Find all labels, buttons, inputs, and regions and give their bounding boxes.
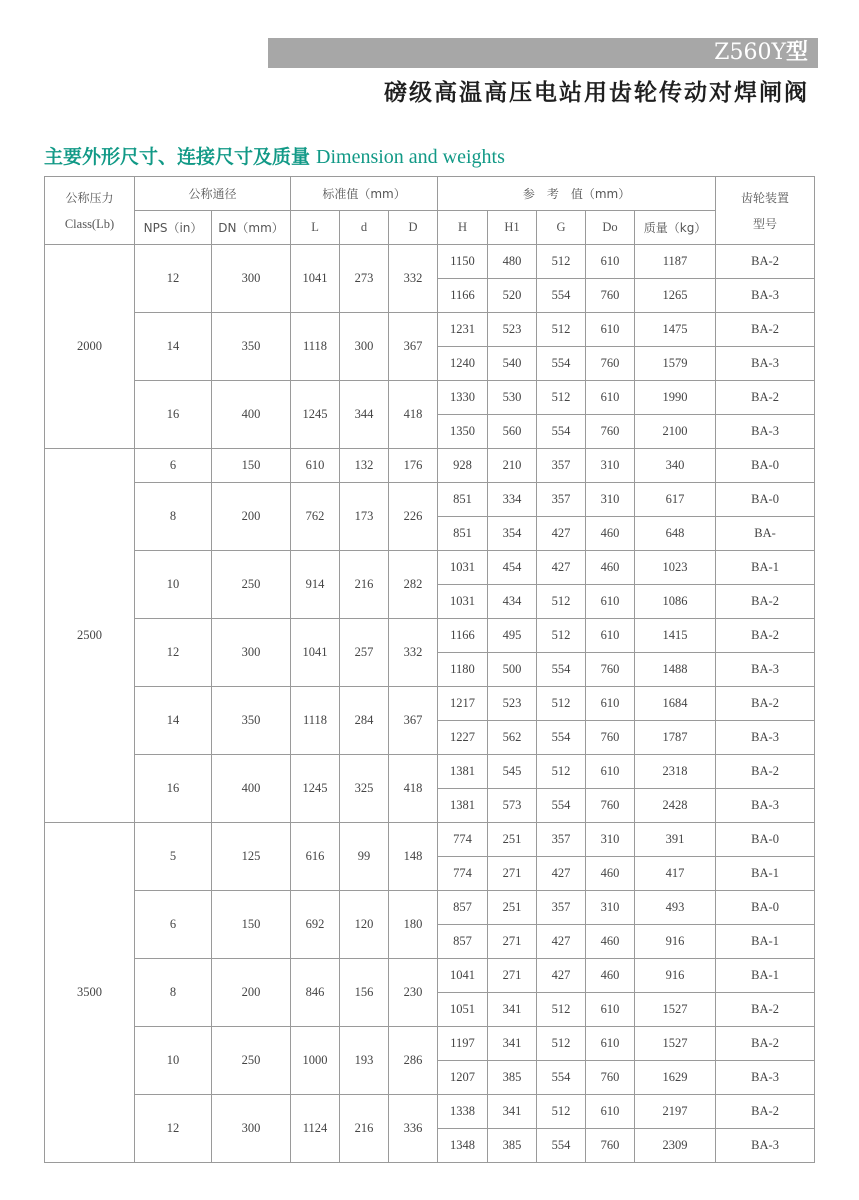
Do-cell: 310 [586,449,635,483]
H-cell: 1240 [438,347,488,381]
dn-cell: 400 [212,381,291,449]
d-cell: 173 [340,483,389,551]
mass-cell: 1265 [635,279,716,313]
Do-cell: 610 [586,1095,635,1129]
Do-cell: 610 [586,585,635,619]
D-cell: 332 [389,245,438,313]
gear-model-cell: BA-1 [716,959,815,993]
G-cell: 427 [537,857,586,891]
table-row [45,483,815,517]
Do-cell: 610 [586,313,635,347]
H1-cell: 480 [488,245,537,279]
H1-cell: 454 [488,551,537,585]
mass-cell: 1527 [635,1027,716,1061]
L-cell: 1124 [291,1095,340,1163]
G-cell: 357 [537,449,586,483]
table-row [45,823,815,857]
Do-cell: 760 [586,653,635,687]
dn-cell: 300 [212,1095,291,1163]
d-cell: 156 [340,959,389,1027]
mass-cell: 493 [635,891,716,925]
dn-cell: 400 [212,755,291,823]
dn-cell: 250 [212,551,291,619]
table-row [45,1027,815,1061]
G-cell: 357 [537,483,586,517]
table-row [45,449,815,483]
H1-cell: 520 [488,279,537,313]
L-cell: 610 [291,449,340,483]
D-cell: 367 [389,687,438,755]
gear-model-cell: BA-3 [716,789,815,823]
H-cell: 1217 [438,687,488,721]
Do-cell: 610 [586,755,635,789]
L-cell: 846 [291,959,340,1027]
H-cell: 851 [438,517,488,551]
nps-cell: 14 [135,687,212,755]
H-cell: 1381 [438,789,488,823]
d-cell: 120 [340,891,389,959]
model-suffix: 型 [785,40,808,65]
table-row [45,891,815,925]
H-cell: 1227 [438,721,488,755]
H-cell: 1350 [438,415,488,449]
gear-model-cell: BA-2 [716,585,815,619]
Do-cell: 610 [586,687,635,721]
Do-cell: 760 [586,721,635,755]
G-cell: 357 [537,891,586,925]
Do-cell: 460 [586,959,635,993]
Do-cell: 760 [586,347,635,381]
G-cell: 512 [537,585,586,619]
model-code: Z560Y [714,40,786,65]
nps-cell: 6 [135,891,212,959]
mass-cell: 1475 [635,313,716,347]
d-cell: 216 [340,1095,389,1163]
mass-cell: 2309 [635,1129,716,1163]
H-cell: 1197 [438,1027,488,1061]
nps-cell: 12 [135,245,212,313]
H-cell: 1338 [438,1095,488,1129]
G-header: G [537,211,586,245]
H-cell: 1150 [438,245,488,279]
H1-cell: 271 [488,925,537,959]
L-cell: 616 [291,823,340,891]
D-cell: 282 [389,551,438,619]
gear-model-cell: BA-2 [716,245,815,279]
D-cell: 336 [389,1095,438,1163]
page-title: 磅级高温高压电站用齿轮传动对焊闸阀 [384,80,809,106]
gear-model-cell: BA-2 [716,1095,815,1129]
H1-cell: 500 [488,653,537,687]
class-header [45,177,135,245]
Do-cell: 610 [586,245,635,279]
table-row [45,313,815,347]
d-cell: 284 [340,687,389,755]
D-cell: 176 [389,449,438,483]
mass-cell: 391 [635,823,716,857]
gear-model-cell: BA-2 [716,1027,815,1061]
H1-cell: 530 [488,381,537,415]
dn-cell: 350 [212,687,291,755]
table-row [45,381,815,415]
G-cell: 554 [537,1061,586,1095]
Do-cell: 460 [586,857,635,891]
mass-cell: 617 [635,483,716,517]
H1-cell: 545 [488,755,537,789]
gear-model-cell: BA-2 [716,619,815,653]
L-cell: 1041 [291,245,340,313]
H-cell: 1207 [438,1061,488,1095]
Do-cell: 760 [586,415,635,449]
Do-cell: 610 [586,381,635,415]
gear-model-cell: BA-0 [716,449,815,483]
nps-cell: 6 [135,449,212,483]
D-cell: 367 [389,313,438,381]
dn-cell: 300 [212,245,291,313]
H-cell: 1166 [438,619,488,653]
Do-cell: 760 [586,1061,635,1095]
D-cell: 230 [389,959,438,1027]
section-title-en: Dimension and weights [316,146,505,168]
H1-cell: 385 [488,1129,537,1163]
d-cell: 132 [340,449,389,483]
ref-group-header: 参 考 值（mm） [438,177,716,211]
G-cell: 357 [537,823,586,857]
gear-model-cell: BA-2 [716,687,815,721]
G-cell: 554 [537,347,586,381]
H1-cell: 573 [488,789,537,823]
table-row [45,245,815,279]
H-cell: 1051 [438,993,488,1027]
H1-cell: 385 [488,1061,537,1095]
class-header-cn: 公称压力 [65,190,114,205]
d-cell: 193 [340,1027,389,1095]
H-cell: 928 [438,449,488,483]
std-group-header: 标准值（mm） [291,177,438,211]
D-header: D [389,211,438,245]
L-cell: 1118 [291,687,340,755]
nps-cell: 10 [135,551,212,619]
gear-model-cell: BA-3 [716,721,815,755]
H-cell: 1348 [438,1129,488,1163]
mass-cell: 916 [635,959,716,993]
H1-cell: 271 [488,857,537,891]
table-row [45,619,815,653]
H-cell: 774 [438,823,488,857]
nps-cell: 5 [135,823,212,891]
dn-cell: 125 [212,823,291,891]
G-cell: 554 [537,415,586,449]
D-cell: 418 [389,755,438,823]
G-cell: 512 [537,619,586,653]
nps-cell: 12 [135,619,212,687]
dn-cell: 150 [212,891,291,959]
Do-cell: 460 [586,517,635,551]
mass-cell: 2428 [635,789,716,823]
H1-cell: 341 [488,993,537,1027]
L-cell: 914 [291,551,340,619]
d-cell: 216 [340,551,389,619]
mass-header: 质量（kg） [635,211,716,245]
gear-model-cell: BA-3 [716,1061,815,1095]
mass-cell: 2318 [635,755,716,789]
d-cell: 99 [340,823,389,891]
dn-header: DN（mm） [212,211,291,245]
H1-cell: 523 [488,687,537,721]
gear-model-cell: BA-1 [716,551,815,585]
nps-cell: 16 [135,755,212,823]
H-cell: 1166 [438,279,488,313]
mass-cell: 2197 [635,1095,716,1129]
G-cell: 512 [537,381,586,415]
header-row-bottom [45,211,815,245]
H-cell: 1180 [438,653,488,687]
G-cell: 554 [537,721,586,755]
H1-cell: 434 [488,585,537,619]
mass-cell: 1187 [635,245,716,279]
D-cell: 418 [389,381,438,449]
gear-model-cell: BA-0 [716,823,815,857]
gear-model-cell: BA-0 [716,891,815,925]
G-cell: 427 [537,517,586,551]
mass-cell: 340 [635,449,716,483]
H-cell: 1231 [438,313,488,347]
gear-model-cell: BA-2 [716,993,815,1027]
gear-header-line2: 型号 [753,216,778,231]
G-cell: 512 [537,1095,586,1129]
L-cell: 1000 [291,1027,340,1095]
gear-model-cell: BA-3 [716,1129,815,1163]
mass-cell: 1527 [635,993,716,1027]
Do-cell: 610 [586,993,635,1027]
G-cell: 554 [537,789,586,823]
mass-cell: 417 [635,857,716,891]
H1-cell: 523 [488,313,537,347]
gear-header [716,177,815,245]
table-row [45,551,815,585]
class-header-en: Class(Lb) [64,216,115,231]
mass-cell: 1023 [635,551,716,585]
H-cell: 1381 [438,755,488,789]
gear-model-cell: BA-3 [716,347,815,381]
gear-model-cell: BA-2 [716,313,815,347]
mass-cell: 1086 [635,585,716,619]
D-cell: 148 [389,823,438,891]
Do-cell: 310 [586,483,635,517]
L-cell: 762 [291,483,340,551]
dn-cell: 350 [212,313,291,381]
D-cell: 180 [389,891,438,959]
mass-cell: 648 [635,517,716,551]
gear-model-cell: BA-2 [716,381,815,415]
G-cell: 554 [537,1129,586,1163]
H1-cell: 341 [488,1095,537,1129]
H-cell: 1031 [438,551,488,585]
L-cell: 1245 [291,381,340,449]
mass-cell: 1579 [635,347,716,381]
G-cell: 512 [537,245,586,279]
Do-cell: 760 [586,789,635,823]
H1-header: H1 [488,211,537,245]
H1-cell: 560 [488,415,537,449]
mass-cell: 2100 [635,415,716,449]
bore-group-header: 公称通径 [135,177,291,211]
gear-model-cell: BA-2 [716,755,815,789]
Do-cell: 610 [586,619,635,653]
H1-cell: 341 [488,1027,537,1061]
mass-cell: 1488 [635,653,716,687]
table-row [45,959,815,993]
H-cell: 857 [438,891,488,925]
gear-header-line1: 齿轮装置 [741,190,790,205]
H-cell: 1031 [438,585,488,619]
dn-cell: 150 [212,449,291,483]
D-cell: 332 [389,619,438,687]
Do-cell: 610 [586,1027,635,1061]
gear-model-cell: BA-3 [716,279,815,313]
table-row [45,687,815,721]
d-cell: 344 [340,381,389,449]
G-cell: 427 [537,925,586,959]
gear-model-cell: BA- [716,517,815,551]
G-cell: 427 [537,551,586,585]
d-header: d [340,211,389,245]
gear-model-cell: BA-0 [716,483,815,517]
mass-cell: 916 [635,925,716,959]
model-code-banner [268,38,818,68]
table-row [45,755,815,789]
L-header: L [291,211,340,245]
Do-cell: 760 [586,1129,635,1163]
mass-cell: 1415 [635,619,716,653]
H-cell: 1330 [438,381,488,415]
gear-model-cell: BA-1 [716,857,815,891]
D-cell: 286 [389,1027,438,1095]
D-cell: 226 [389,483,438,551]
H1-cell: 271 [488,959,537,993]
Do-cell: 760 [586,279,635,313]
Do-header: Do [586,211,635,245]
H1-cell: 495 [488,619,537,653]
G-cell: 554 [537,279,586,313]
Do-cell: 310 [586,891,635,925]
H1-cell: 210 [488,449,537,483]
nps-cell: 14 [135,313,212,381]
nps-cell: 8 [135,483,212,551]
section-heading [44,142,505,169]
nps-cell: 16 [135,381,212,449]
dn-cell: 300 [212,619,291,687]
Do-cell: 460 [586,551,635,585]
H-cell: 851 [438,483,488,517]
d-cell: 325 [340,755,389,823]
G-cell: 512 [537,687,586,721]
class-cell: 2000 [45,245,135,449]
H-cell: 857 [438,925,488,959]
G-cell: 512 [537,993,586,1027]
G-cell: 512 [537,313,586,347]
gear-model-cell: BA-1 [716,925,815,959]
nps-cell: 8 [135,959,212,1027]
G-cell: 554 [537,653,586,687]
Do-cell: 310 [586,823,635,857]
mass-cell: 1684 [635,687,716,721]
mass-cell: 1787 [635,721,716,755]
gear-model-cell: BA-3 [716,415,815,449]
G-cell: 427 [537,959,586,993]
d-cell: 273 [340,245,389,313]
dimension-table [44,176,815,1163]
mass-cell: 1629 [635,1061,716,1095]
L-cell: 1245 [291,755,340,823]
L-cell: 692 [291,891,340,959]
mass-cell: 1990 [635,381,716,415]
H1-cell: 562 [488,721,537,755]
H1-cell: 251 [488,891,537,925]
Do-cell: 460 [586,925,635,959]
d-cell: 257 [340,619,389,687]
L-cell: 1041 [291,619,340,687]
H-header: H [438,211,488,245]
H1-cell: 251 [488,823,537,857]
nps-cell: 12 [135,1095,212,1163]
gear-model-cell: BA-3 [716,653,815,687]
G-cell: 512 [537,755,586,789]
H-cell: 774 [438,857,488,891]
dn-cell: 250 [212,1027,291,1095]
class-cell: 3500 [45,823,135,1163]
nps-header: NPS（in） [135,211,212,245]
d-cell: 300 [340,313,389,381]
table-row [45,1095,815,1129]
H-cell: 1041 [438,959,488,993]
H1-cell: 334 [488,483,537,517]
dn-cell: 200 [212,483,291,551]
dn-cell: 200 [212,959,291,1027]
G-cell: 512 [537,1027,586,1061]
H1-cell: 540 [488,347,537,381]
L-cell: 1118 [291,313,340,381]
H1-cell: 354 [488,517,537,551]
section-title-cn: 主要外形尺寸、连接尺寸及质量 [44,146,311,168]
header-row-top [45,177,815,211]
class-cell: 2500 [45,449,135,823]
nps-cell: 10 [135,1027,212,1095]
